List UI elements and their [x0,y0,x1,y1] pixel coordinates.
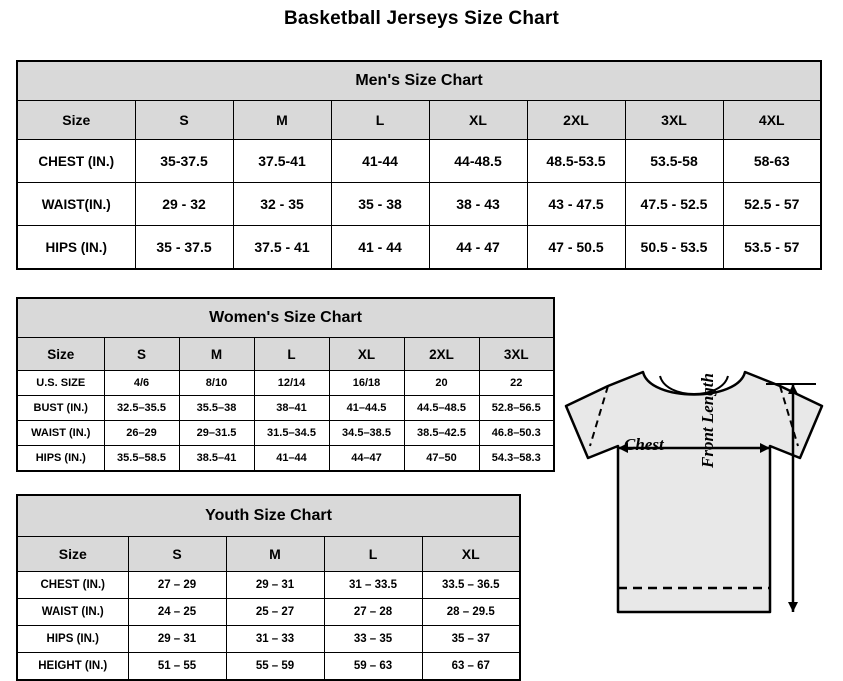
youth-chart-caption: Youth Size Chart [17,495,520,537]
mens-cell: 43 - 47.5 [527,183,625,226]
mens-cell: 41 - 44 [331,226,429,270]
womens-cell: 4/6 [104,371,179,396]
womens-cell: 38.5–41 [179,446,254,472]
mens-row-label: CHEST (IN.) [17,140,135,183]
womens-cell: 35.5–58.5 [104,446,179,472]
youth-chart-caption-row [17,495,520,537]
youth-header-cell: L [324,537,422,572]
page-title: Basketball Jerseys Size Chart [283,8,560,29]
mens-header-cell: 3XL [625,101,723,140]
youth-size-chart-table [16,494,521,681]
youth-cell: 29 – 31 [128,626,226,653]
youth-cell: 33 – 35 [324,626,422,653]
jersey-measurement-diagram [548,350,838,670]
youth-header-cell: S [128,537,226,572]
womens-size-chart-table [16,297,555,472]
mens-chart-caption-row [17,61,821,101]
mens-cell: 47 - 50.5 [527,226,625,270]
mens-cell: 47.5 - 52.5 [625,183,723,226]
table-row [17,396,554,421]
mens-cell: 52.5 - 57 [723,183,821,226]
mens-cell: 35 - 37.5 [135,226,233,270]
womens-cell: 22 [479,371,554,396]
womens-cell: 44.5–48.5 [404,396,479,421]
table-row [17,653,520,681]
youth-row-label: CHEST (IN.) [17,572,128,599]
mens-cell: 38 - 43 [429,183,527,226]
table-row [17,421,554,446]
mens-cell: 37.5 - 41 [233,226,331,270]
womens-cell: 44–47 [329,446,404,472]
front-length-arrow-bottom [788,602,798,612]
womens-row-label: U.S. SIZE [17,371,104,396]
table-row [17,140,821,183]
mens-cell: 58-63 [723,140,821,183]
womens-cell: 31.5–34.5 [254,421,329,446]
womens-cell: 32.5–35.5 [104,396,179,421]
youth-cell: 27 – 28 [324,599,422,626]
mens-cell: 53.5 - 57 [723,226,821,270]
mens-chart-caption: Men's Size Chart [17,61,821,101]
womens-header-cell: 3XL [479,338,554,371]
mens-cell: 50.5 - 53.5 [625,226,723,270]
womens-cell: 35.5–38 [179,396,254,421]
table-row [17,446,554,472]
mens-header-cell: Size [17,101,135,140]
womens-chart-caption: Women's Size Chart [17,298,554,338]
youth-cell: 59 – 63 [324,653,422,681]
mens-cell: 37.5-41 [233,140,331,183]
womens-cell: 41–44.5 [329,396,404,421]
youth-cell: 33.5 – 36.5 [422,572,520,599]
womens-chart-caption-row [17,298,554,338]
womens-cell: 8/10 [179,371,254,396]
womens-header-cell: L [254,338,329,371]
womens-header-cell: Size [17,338,104,371]
mens-header-row [17,101,821,140]
womens-cell: 52.8–56.5 [479,396,554,421]
youth-header-row [17,537,520,572]
womens-cell: 38–41 [254,396,329,421]
youth-cell: 24 – 25 [128,599,226,626]
womens-cell: 26–29 [104,421,179,446]
youth-row-label: HIPS (IN.) [17,626,128,653]
front-length-label: Front Length [698,373,717,468]
womens-cell: 54.3–58.3 [479,446,554,472]
mens-row-label: WAIST(IN.) [17,183,135,226]
table-row [17,599,520,626]
mens-header-cell: M [233,101,331,140]
mens-header-cell: S [135,101,233,140]
youth-cell: 25 – 27 [226,599,324,626]
youth-cell: 31 – 33 [226,626,324,653]
mens-cell: 41-44 [331,140,429,183]
mens-cell: 53.5-58 [625,140,723,183]
womens-row-label: HIPS (IN.) [17,446,104,472]
womens-header-row [17,338,554,371]
jersey-illustration-icon [548,350,838,670]
mens-header-cell: L [331,101,429,140]
mens-cell: 44-48.5 [429,140,527,183]
mens-cell: 35 - 38 [331,183,429,226]
jersey-body-shape [566,372,822,612]
youth-cell: 55 – 59 [226,653,324,681]
youth-header-cell: XL [422,537,520,572]
youth-row-label: WAIST (IN.) [17,599,128,626]
table-row [17,371,554,396]
mens-cell: 35-37.5 [135,140,233,183]
womens-cell: 41–44 [254,446,329,472]
womens-cell: 46.8–50.3 [479,421,554,446]
youth-cell: 28 – 29.5 [422,599,520,626]
chest-label: Chest [624,435,664,454]
womens-header-cell: 2XL [404,338,479,371]
youth-cell: 63 – 67 [422,653,520,681]
table-row [17,626,520,653]
youth-header-cell: Size [17,537,128,572]
womens-cell: 29–31.5 [179,421,254,446]
mens-header-cell: XL [429,101,527,140]
womens-cell: 38.5–42.5 [404,421,479,446]
youth-cell: 29 – 31 [226,572,324,599]
mens-cell: 44 - 47 [429,226,527,270]
table-row [17,183,821,226]
youth-cell: 51 – 55 [128,653,226,681]
womens-cell: 16/18 [329,371,404,396]
youth-cell: 27 – 29 [128,572,226,599]
youth-cell: 35 – 37 [422,626,520,653]
womens-header-cell: XL [329,338,404,371]
mens-header-cell: 4XL [723,101,821,140]
mens-row-label: HIPS (IN.) [17,226,135,270]
table-row [17,226,821,270]
mens-size-chart-table [16,60,822,270]
womens-header-cell: M [179,338,254,371]
youth-row-label: HEIGHT (IN.) [17,653,128,681]
youth-header-cell: M [226,537,324,572]
womens-cell: 20 [404,371,479,396]
mens-header-cell: 2XL [527,101,625,140]
womens-row-label: BUST (IN.) [17,396,104,421]
front-length-arrow-top [788,384,798,394]
mens-cell: 48.5-53.5 [527,140,625,183]
womens-cell: 12/14 [254,371,329,396]
mens-cell: 29 - 32 [135,183,233,226]
womens-header-cell: S [104,338,179,371]
table-row [17,572,520,599]
womens-row-label: WAIST (IN.) [17,421,104,446]
womens-cell: 34.5–38.5 [329,421,404,446]
mens-cell: 32 - 35 [233,183,331,226]
womens-cell: 47–50 [404,446,479,472]
youth-cell: 31 – 33.5 [324,572,422,599]
